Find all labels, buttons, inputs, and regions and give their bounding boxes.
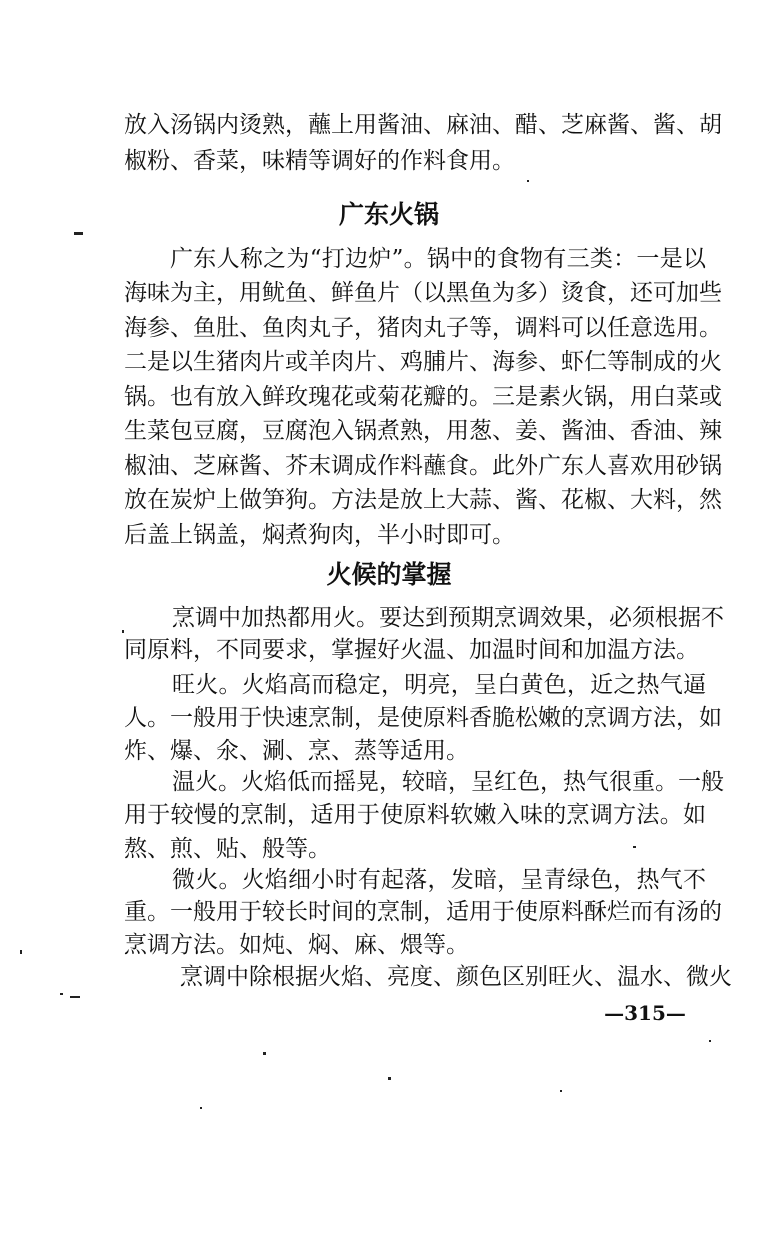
scan-artifact	[122, 630, 124, 633]
text-line: 旺火。火焰高而稳定，明亮，呈白黄色，近之热气逼	[172, 672, 706, 698]
scan-artifact	[263, 1052, 266, 1055]
scan-artifact	[60, 993, 63, 995]
text-line: 海参、鱼肚、鱼肉丸子，猪肉丸子等，调料可以任意选用。	[124, 315, 722, 341]
text-line: 温火。火焰低而摇晃，较暗，呈红色，热气很重。一般	[172, 769, 724, 795]
scan-artifact	[20, 950, 22, 954]
scan-artifact	[200, 1107, 202, 1109]
text-line: 烹调方法。如炖、焖、麻、煨等。	[124, 932, 469, 958]
text-line: 锅。也有放入鲜玫瑰花或菊花瓣的。三是素火锅，用白菜或	[124, 384, 722, 410]
text-line: 后盖上锅盖，焖煮狗肉，半小时即可。	[124, 522, 515, 548]
text-line: 烹调中加热都用火。要达到预期烹调效果，必须根据不	[172, 605, 724, 631]
scan-artifact	[74, 232, 83, 235]
text-line: 同原料，不同要求，掌握好火温、加温时间和加温方法。	[124, 637, 699, 663]
section-heading: 火候的掌握	[326, 560, 452, 589]
text-line: 熬、煎、贴、般等。	[124, 836, 331, 862]
scan-artifact	[388, 1077, 391, 1080]
scan-artifact	[633, 846, 636, 848]
text-line: 放在炭炉上做笋狗。方法是放上大蒜、酱、花椒、大料，然	[124, 487, 722, 513]
scan-artifact	[70, 996, 80, 998]
text-line: 用于较慢的烹制，适用于使原料软嫩入味的烹调方法。如	[124, 802, 706, 828]
text-line: 广东人称之为“打边炉”。锅中的食物有三类：一是以	[170, 246, 706, 272]
text-line: 烹调中除根据火焰、亮度、颜色区别旺火、温水、微火	[180, 964, 732, 990]
scan-artifact	[527, 180, 529, 182]
text-line: 椒粉、香菜，味精等调好的作料食用。	[124, 148, 515, 174]
text-line: 海味为主，用鱿鱼、鲜鱼片（以黑鱼为多）烫食，还可加些	[124, 280, 722, 306]
text-line: 二是以生猪肉片或羊肉片、鸡脯片、海参、虾仁等制成的火	[124, 349, 722, 375]
text-line: 人。一般用于快速烹制，是使原料香脆松嫩的烹调方法，如	[124, 705, 722, 731]
text-line: 炸、爆、氽、涮、烹、蒸等适用。	[124, 738, 469, 764]
text-line: 微火。火焰细小时有起落，发暗，呈青绿色，热气不	[172, 867, 706, 893]
text-line: 重。一般用于较长时间的烹制，适用于使原料酥烂而有汤的	[124, 899, 722, 925]
text-line: 放入汤锅内烫熟，蘸上用酱油、麻油、醋、芝麻酱、酱、胡	[124, 112, 722, 138]
scan-artifact	[709, 1040, 711, 1042]
text-line: 生菜包豆腐，豆腐泡入锅煮熟，用葱、姜、酱油、香油、辣	[124, 418, 722, 444]
scan-artifact	[560, 1090, 562, 1092]
section-heading: 广东火锅	[338, 200, 439, 229]
text-line: 椒油、芝麻酱、芥末调成作料蘸食。此外广东人喜欢用砂锅	[124, 453, 722, 479]
page-number: —315—	[604, 1001, 686, 1025]
